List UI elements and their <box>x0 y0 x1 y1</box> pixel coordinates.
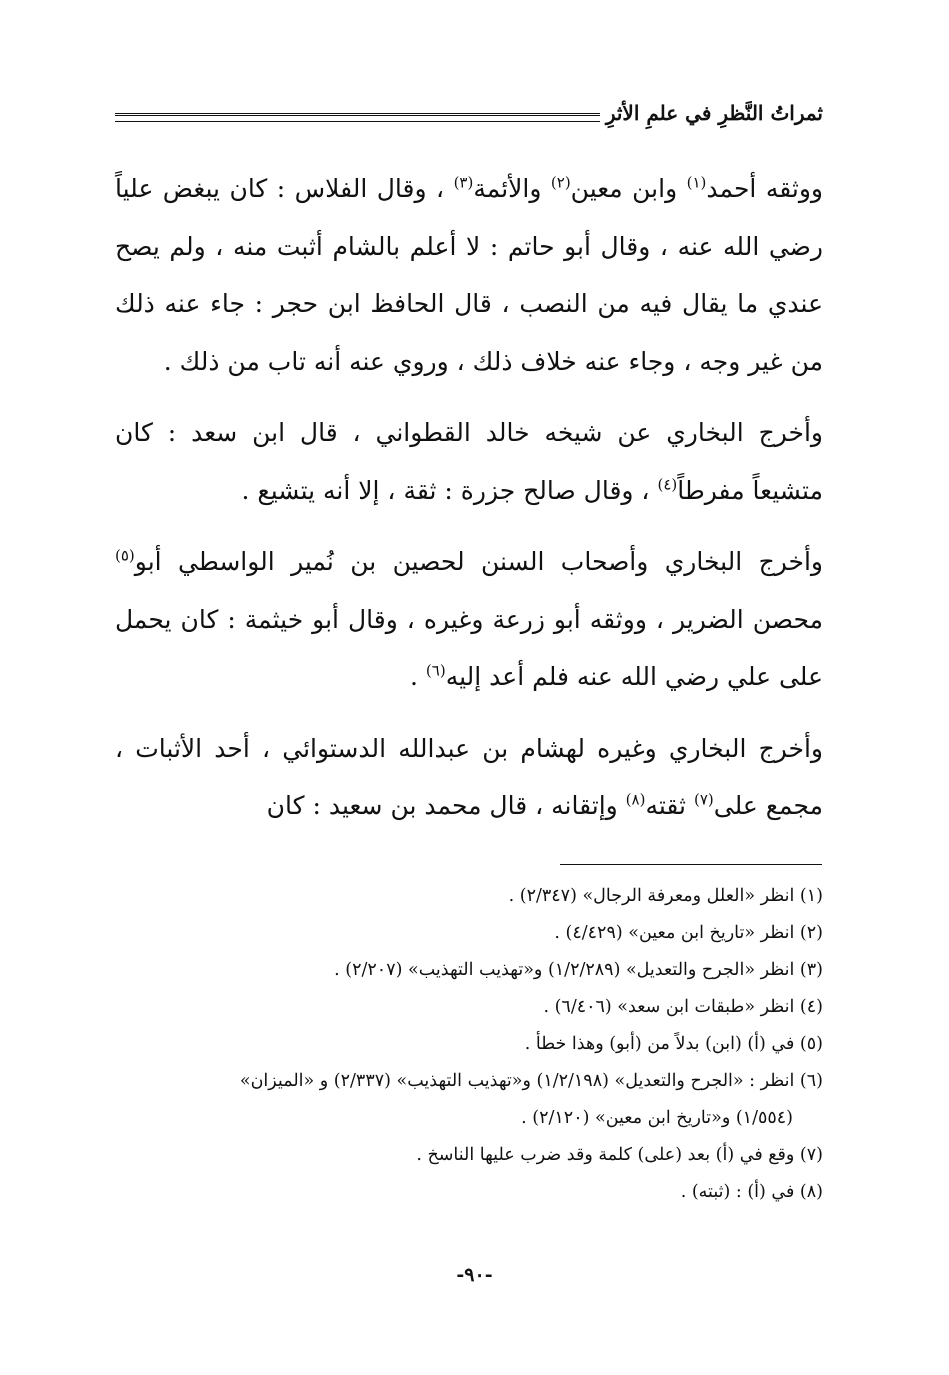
paragraph <box>115 720 823 835</box>
footnote-ref: (٢) <box>550 173 571 192</box>
text-run: وأخرج البخاري وغيره لهشام بن عبدالله الدستوائي ، أحد الأثبات ، مجمع على <box>115 733 823 820</box>
text-run: وإتقانه ، قال محمد بن سعيد : كان <box>266 791 626 820</box>
running-title: ثمراتُ النَّظرِ في علمِ الأثرِ <box>605 101 823 125</box>
footnote-ref: (١) <box>686 173 707 192</box>
paragraph <box>115 533 823 706</box>
footnote-line: (٧) وقع في (أ) بعد (على) كلمة وقد ضرب عليها الناسخ . <box>416 1145 823 1165</box>
header-rule-lower <box>115 121 600 122</box>
footnote-ref: (٧) <box>693 790 714 809</box>
footnote-line: (٨) في (أ) : (ثبته) . <box>680 1182 823 1202</box>
text-run: والأئمة <box>473 174 551 203</box>
paragraph <box>115 404 823 519</box>
text-run: محصن الضرير ، ووثقه أبو زرعة وغيره ، وقال أبو خيثمة : كان يحمل على علي رضي الله عنه فلم أعد إليه <box>115 604 823 691</box>
page-header <box>115 98 823 132</box>
text-run: . <box>410 662 426 691</box>
footnotes <box>110 878 823 1211</box>
text-run: ، وقال الفلاس : كان يبغض علياً رضي الله عنه ، وقال أبو حاتم : لا أعلم بالشام أثبت منه ، ولم يصح عندي ما يقال فيه من النصب ، قال الحافظ ابن حجر : جاء عنه ذلك من غير وجه ، وجاء عنه خلاف ذلك ، وروي عنه أنه تاب من ذلك . <box>115 174 823 376</box>
footnote-line: (٤) انظر «طبقات ابن سعد» (٦/٤٠٦) . <box>543 997 823 1017</box>
footnote-line: (٥) في (أ) (ابن) بدلاً من (أبو) وهذا خطأ . <box>524 1034 823 1054</box>
text-run: وأخرج البخاري وأصحاب السنن لحصين بن نُمير الواسطي أبو <box>134 547 823 576</box>
footnote-line: (١) انظر «العلل ومعرفة الرجال» (٢/٣٤٧) . <box>508 886 823 906</box>
footnote-ref: (٣) <box>453 173 474 192</box>
page-number: -٩٠- <box>456 1264 493 1286</box>
footnote-line: (٦) انظر : «الجرح والتعديل» (١/٢/١٩٨) و«تهذيب التهذيب» (٢/٣٣٧) و «الميزان» <box>239 1071 823 1091</box>
footnote-line: (٣) انظر «الجرح والتعديل» (١/٢/٢٨٩) و«تهذيب التهذيب» (٢/٢٠٧) . <box>334 960 823 980</box>
text-run: ، وقال صالح جزرة : ثقة ، إلا أنه يتشيع . <box>241 475 658 505</box>
footnote-ref: (٤) <box>657 475 678 494</box>
paragraph <box>115 160 823 390</box>
header-rule <box>115 113 600 116</box>
text-run: وأخرج البخاري عن شيخه خالد القطواني ، قال ابن سعد : كان متشيعاً مفرطاً <box>115 418 823 505</box>
main-text <box>115 160 823 849</box>
text-run: ووثقه أحمد <box>706 174 823 203</box>
footnote-line: (١/٥٥٤) و«تاريخ ابن معين» (٢/١٢٠) . <box>521 1108 793 1128</box>
footnote-ref: (٥) <box>115 546 135 565</box>
footnote-line: (٢) انظر «تاريخ ابن معين» (٤/٤٢٩) . <box>554 923 823 943</box>
footnote-ref: (٨) <box>625 790 646 809</box>
text-run: ثقته <box>645 791 694 820</box>
footnote-ref: (٦) <box>425 661 446 680</box>
footnote-separator <box>560 864 822 865</box>
text-run: وابن معين <box>570 174 687 203</box>
